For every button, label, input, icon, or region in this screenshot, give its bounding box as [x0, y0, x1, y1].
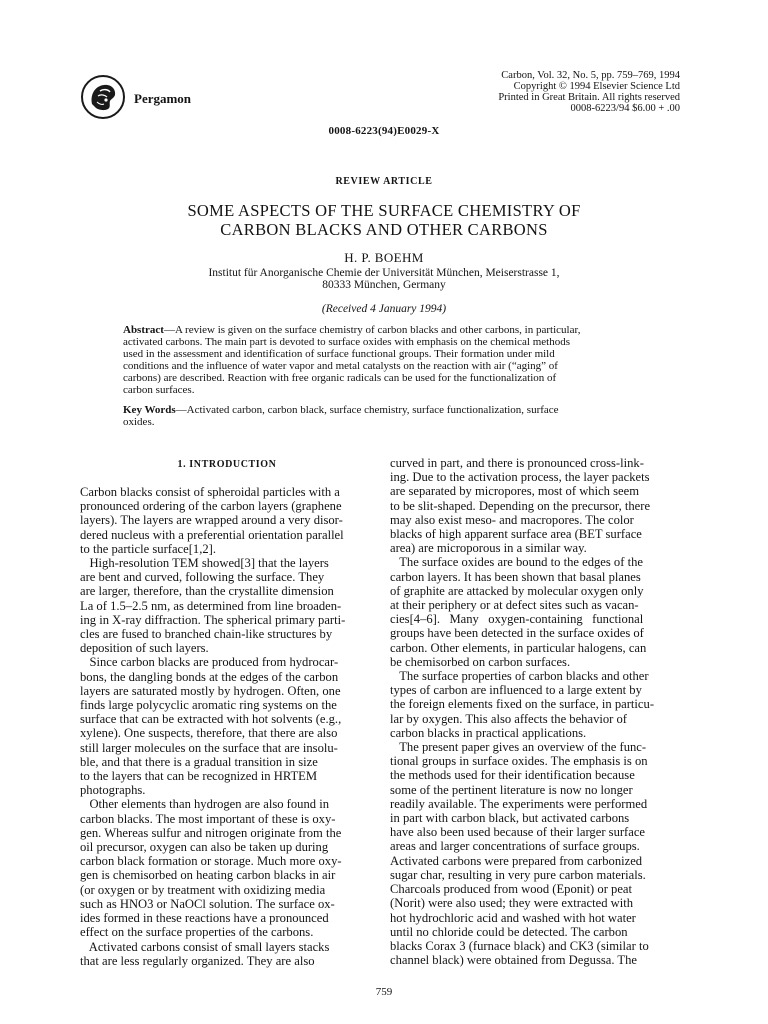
body-text-line: area) are microporous in a similar way.	[390, 541, 587, 556]
body-text-line: gen is chemisorbed on heating carbon blacks in air	[80, 868, 336, 883]
body-text-line: effect on the surface properties of the carbons.	[80, 925, 314, 940]
abstract-line: used in the assessment and identification of surface functional groups. Their formation under mild	[123, 348, 555, 360]
received-date: (Received 4 January 1994)	[321, 303, 447, 315]
body-text-line: sugar char, resulting in very pure carbon materials.	[390, 867, 646, 882]
body-text-line: to the layers that can be recognized in HRTEM	[80, 769, 318, 784]
pub-info-line: Carbon, Vol. 32, No. 5, pp. 759–769, 1994	[501, 70, 680, 81]
body-text-line: xylene). One suspects, therefore, that there are also	[80, 726, 338, 741]
body-text-line: carbon blacks. The most important of these is oxy-	[80, 811, 336, 826]
body-text-line: gen. Whereas sulfur and nitrogen originate from the	[80, 825, 342, 840]
publication-info	[498, 70, 680, 114]
body-text-line: channel black) were obtained from Degussa. The	[390, 953, 637, 968]
affiliation-line: Institut für Anorganische Chemie der Universität München, Meiserstrasse 1,	[208, 267, 560, 279]
body-text-line: types of carbon are influenced to a large extent by	[390, 683, 642, 698]
body-text-line: layers are saturated mostly by hydrogen. Often, one	[80, 683, 341, 698]
body-text-line: photographs.	[80, 783, 146, 798]
article-doi: 0008-6223(94)E0029-X	[328, 125, 440, 137]
body-text-line: the foreign elements fixed on the surface, in particu-	[390, 697, 655, 712]
abstract-line: carbon surfaces.	[123, 384, 195, 396]
body-text-line: The surface properties of carbon blacks and other	[390, 669, 649, 684]
body-text-line: ble, and that there is a gradual transition in size	[80, 754, 318, 769]
body-text-line: to be slit-shaped. Depending on the precursor, there	[390, 498, 651, 513]
body-text-line: Other elements than hydrogen are also found in	[80, 797, 330, 812]
body-text-line: (or oxygen or by treatment with oxidizing media	[80, 882, 326, 897]
body-text-line: carbon blacks in practical applications.	[390, 725, 587, 740]
body-text-line: be chemisorbed on carbon surfaces.	[390, 654, 571, 669]
body-text-line: some of the pertinent literature is now no longer	[390, 782, 633, 797]
body-text-line: tional groups in surface oxides. The emphasis is on	[390, 754, 648, 769]
body-text-line: are larger, therefore, than the crystallite dimension	[80, 584, 334, 599]
abstract-line: carbons) are described. Reaction with free organic radicals can be used for the functionalization of	[123, 372, 557, 384]
body-text-line: ides formed in these reactions have a pronounced	[80, 911, 329, 926]
body-text-line: The present paper gives an overview of the func-	[390, 740, 647, 755]
body-text-line: carbon layers. It has been shown that basal planes	[390, 569, 641, 584]
body-text-line: Carbon blacks consist of spheroidal particles with a	[80, 485, 340, 499]
body-text-line: areas and larger concentrations of surface groups.	[390, 839, 640, 854]
body-text-line: to the particle surface[1,2].	[80, 541, 217, 556]
affiliation-line: 80333 München, Germany	[322, 279, 446, 291]
body-text-line: dered nucleus with a preferential orientation parallel	[80, 527, 344, 542]
article-title	[0, 201, 768, 239]
body-text-line: still larger molecules on the surface that are insolu-	[80, 740, 338, 755]
body-text-line: that are less regularly organized. They are also	[80, 953, 315, 968]
body-text-line: finds large polycyclic aromatic ring systems on the	[80, 698, 337, 713]
pub-info-line: Copyright © 1994 Elsevier Science Ltd	[513, 81, 680, 92]
body-text-line: surface that can be extracted with hot solvents (e.g.,	[80, 712, 342, 727]
abstract	[123, 324, 649, 396]
body-text-line: blacks Corax 3 (furnace black) and CK3 (similar to	[390, 938, 649, 953]
body-text-line: Activated carbons were prepared from carbonized	[390, 853, 643, 868]
body-text-line: layers). The layers are wrapped around a very disor-	[80, 513, 343, 528]
body-text-line: carbon black formation or storage. Much more oxy-	[80, 854, 342, 869]
body-text-line: blacks of high apparent surface area (BET surface	[390, 527, 642, 542]
body-text-line: La of 1.5–2.5 nm, as determined from line broaden-	[80, 598, 342, 613]
body-text-line: (Norit) were also used; they were extracted with	[390, 896, 634, 911]
body-text-line: bons, the dangling bonds at the edges of the carbon	[80, 669, 339, 684]
body-text-line: Activated carbons consist of small layers stacks	[80, 939, 330, 954]
body-text-line: are separated by micropores, most of which seem	[390, 484, 639, 499]
body-text-line: such as HNO3 or NaOCl solution. The surface ox-	[80, 896, 335, 911]
author-name: H. P. BOEHM	[344, 250, 424, 265]
body-text-line: Since carbon blacks are produced from hydrocar-	[80, 655, 339, 670]
body-text-line: may also exist meso- and macropores. The color	[390, 512, 634, 527]
title-line: SOME ASPECTS OF THE SURFACE CHEMISTRY OF	[187, 201, 581, 220]
keywords-line: oxides.	[123, 416, 155, 428]
keywords-line: Key Words—Activated carbon, carbon black, surface chemistry, surface functionalization, surface	[123, 404, 559, 416]
publisher-name: Pergamon	[134, 91, 192, 106]
body-text-line: carbon. Other elements, in particular halogens, can	[390, 640, 647, 655]
keywords	[123, 404, 649, 428]
body-text-line: have also been used because of their larger surface	[390, 825, 646, 840]
body-text-line: oil precursor, oxygen can also be taken up during	[80, 840, 329, 855]
body-text-line: readily available. The experiments were performed	[390, 796, 648, 811]
body-text-line: at their periphery or at defect sites such as vacan-	[390, 598, 639, 613]
body-text-line: pronounced ordering of the carbon layers (graphene	[80, 499, 342, 514]
pub-info-line: Printed in Great Britain. All rights reserved	[498, 92, 680, 103]
pergamon-athena-logo-icon	[80, 74, 126, 120]
title-line: CARBON BLACKS AND OTHER CARBONS	[220, 220, 548, 239]
body-text-line: ing in X-ray diffraction. The spherical primary parti-	[80, 612, 346, 627]
abstract-line: Abstract—A review is given on the surface chemistry of carbon blacks and other carbons, in particular,	[123, 324, 581, 336]
section-heading: 1. INTRODUCTION	[177, 459, 277, 470]
body-text-line: curved in part, and there is pronounced cross-link-	[390, 456, 644, 470]
body-text-line: cies[4–6]. Many oxygen-containing functional	[390, 612, 644, 627]
body-text-line: cles are fused to branched chain-like structures by	[80, 627, 333, 642]
body-text-line: ing. Due to the activation process, the layer packets	[390, 470, 650, 485]
body-text-line: lar by oxygen. This also affects the behavior of	[390, 711, 627, 726]
body-text-line: hot hydrochloric acid and washed with hot water	[390, 910, 636, 925]
abstract-line: conditions and the influence of water vapor and metal catalysts on the reaction with air (“aging” of	[123, 360, 558, 372]
pub-info-line: 0008-6223/94 $6.00 + .00	[570, 103, 680, 114]
body-column-left	[80, 485, 374, 968]
abstract-line: activated carbons. The main part is devoted to surface oxides with emphasis on the chemical methods	[123, 336, 570, 348]
keywords-label: Key Words	[123, 404, 176, 416]
body-column-right	[390, 456, 684, 967]
body-text-line: until no chloride could be detected. The carbon	[390, 924, 628, 939]
body-text-line: High-resolution TEM showed[3] that the layers	[80, 556, 329, 571]
body-text-line: groups have been detected in the surface oxides of	[390, 626, 644, 641]
body-text-line: in part with carbon black, but activated carbons	[390, 811, 630, 826]
body-text-line: The surface oxides are bound to the edges of the	[390, 555, 643, 570]
author-affiliation	[0, 267, 768, 291]
body-text-line: the methods used for their identification because	[390, 768, 635, 783]
body-text-line: deposition of such layers.	[80, 641, 209, 656]
page-number: 759	[375, 986, 393, 998]
body-text-line: Charcoals produced from wood (Eponit) or peat	[390, 882, 633, 897]
body-text-line: are bent and curved, following the surface. They	[80, 570, 325, 585]
body-text-line: of graphite are attacked by molecular oxygen only	[390, 583, 644, 598]
abstract-label: Abstract	[123, 324, 164, 336]
article-type-label: REVIEW ARTICLE	[335, 176, 433, 187]
